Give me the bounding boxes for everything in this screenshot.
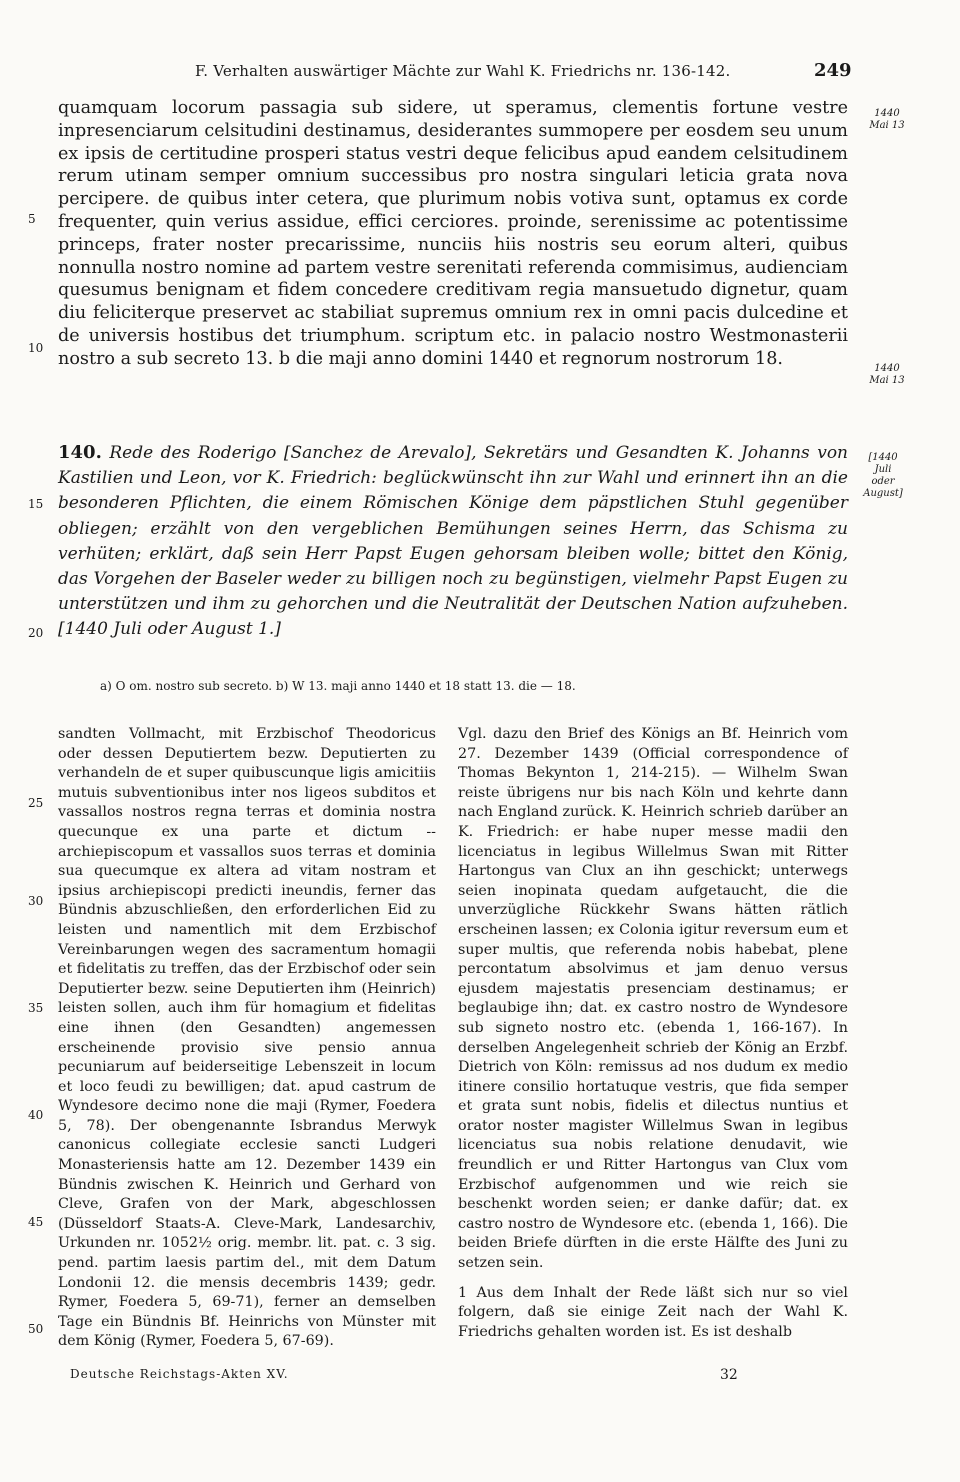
- sheet-number: 32: [720, 1367, 738, 1383]
- entry-summary: Rede des Roderigo [Sanchez de Arevalo], Sekretärs und Gesandten K. Johanns von Kastilien und Leon, vor K. Friedrich: beglückwünscht ihn zur Wahl und erinnert ihn an die besonderen Pflichten, die einem Römischen Könige dem päpstlichen Stuhl gegenüber obliegen; erzählt von den vergeblichen Bemühungen seines Herrn, das Schisma zu verhüten; erklärt, daß sein Herr Papst Eugen gehorsam bleiben wolle; bittet den König, das Vorgehen der Baseler weder zu billigen noch zu begünstigen, vielmehr Papst Eugen zu unterstützen und ihm zu gehorchen und die Neutralität der Deutschen Nation aufzuheben.: [58, 443, 849, 615]
- entry-number: 140.: [58, 442, 102, 463]
- margin-date-2: 1440 Mai 13: [869, 363, 905, 386]
- line-number-35: 35: [28, 1001, 44, 1015]
- page-number: 249: [814, 60, 852, 81]
- line-number-15: 15: [28, 497, 44, 511]
- footnote-1: 1 Aus dem Inhalt der Rede läßt sich nur so viel folgern, daß sie einige Zeit nach der Wahl K. Friedrichs gehalten worden ist. Es ist deshalb: [458, 1284, 848, 1340]
- running-title: F. Verhalten auswärtiger Mächte zur Wahl K. Friedrichs nr. 136-142.: [195, 62, 731, 80]
- line-number-40: 40: [28, 1108, 44, 1122]
- line-number-10: 10: [28, 341, 44, 355]
- line-number-30: 30: [28, 894, 44, 908]
- entry-140: [58, 440, 848, 643]
- main-text: quamquam locorum passagia sub sidere, ut speramus, clementis fortune vestre inpresenciarum celsitudini destinamus, desiderantes summopere per eosdem seu unum ex ipsis de certitudine prosperi status vestri deque felicibus apud eandem celsitudinem rerum utinam semper omnium successibus pro nostra singulari leticia grata nova percipere. de quibus inter cetera, que plurimum nobis votiva sunt, optamus ex corde frequenter, quin verius assidue, effici cerciores. proinde, serenissime ac potentissime princeps, frater noster precarissime, nunciis hiis nostris seu eorum alteri, quibus nonnulla nostro nomine ad partem vestre serenitati referenda commisimus, audienciam quesumus benignam et fidem concedere creditivam regia mansuetudo dignetur, quam diu feliciterque preservet ac stabiliat supremus omnium rex in omni pacis dulcedine et de universis hostibus det triumphum. scriptum etc. in palacio nostro Westmonasterii nostro a sub secreto 13. b die maji anno domini 1440 et regnorum nostrorum 18.: [58, 98, 848, 369]
- line-number-45: 45: [28, 1215, 44, 1229]
- right-column-notes: Vgl. dazu den Brief des Königs an Bf. Heinrich vom 27. Dezember 1439 (Official correspondence of Thomas Bekynton 1, 214-215). — Wilhelm Swan reiste übrigens nur bis nach Köln und kehrte dann nach England zurück. K. Heinrich schrieb darüber an K. Friedrich: er habe nuper messe madii den licenciatus in legibus Willelmus Swan mit Ritter Hartongus van Clux an ihn geschickt; unterwegs seien inopinata quedam aufgetaucht, die die unverzügliche Rückkehr Swans hätten rätlich erscheinen lassen; ex Colonia igitur reversum eum et super multis, que referenda nobis habebat, plene percontatum absolvimus et jam denuo versus ejusdem majestatis presenciam destinamus; er beglaubige ihn; dat. ex castro nostro de Wyndesore sub signeto nostro etc. (ebenda 1, 166-167). In derselben Angelegenheit schrieb der König an Erzbf. Dietrich von Köln: remissus ad nos dudum ex medio itinere consilio hortatuque vestris, que fida semper et grata sunt nobis, fidelis et dilectus nuntius et orator noster magister Willelmus Swan in legibus licenciatus sua nobis relatione denudavit, wie freundlich er und Ritter Hartongus van Clux vom Erzbischof aufgenommen und wie reich sie beschenkt worden seien; er danke dafür; dat. ex castro nostro de Wyndesore etc. (ebenda 1, 166). Die beiden Briefe dürften in die erste Hälfte des Juni zu setzen sein.: [458, 726, 848, 1272]
- line-number-20: 20: [28, 626, 44, 640]
- series-signature: Deutsche Reichstags-Akten XV.: [70, 1367, 289, 1381]
- right-column: [458, 725, 848, 1342]
- critical-footnotes: a) O om. nostro sub secreto. b) W 13. maji anno 1440 et 18 statt 13. die — 18.: [100, 679, 576, 693]
- entry-date: [1440 Juli oder August 1.]: [58, 619, 281, 640]
- left-column-notes: sandten Vollmacht, mit Erzbischof Theodoricus oder dessen Deputiertem bezw. Deputierten zu verhandeln de et super quibuscunque ligis amicitiis mutuis subventionibus inter nos ligeos subditos et vassallos nostros regna terras et dominia nostra quecunque ex una parte et dictum -- archiepiscopum et vassallos suos terras et dominia sua quecumque ex altera ad vitam nostram et ipsius archiepiscopi predicti ineundis, ferner das Bündnis abzuschließen, den erforderlichen Eid zu leisten und namentlich mit dem Erzbischof Vereinbarungen wegen des sacramentum homagii et fidelitatis zu treffen, das der Erzbischof oder sein Deputierter bezw. seine Deputierten ihm (Heinrich) leisten sollen, auch ihm für homagium et fidelitas eine ihnen (den Gesandten) angemessen erscheinende provisio sive pensio annua pecuniarum auf beiderseitige Lebenszeit in locum et loco feudi zu bewilligen; dat. apud castrum de Wyndesore decimo none die maji (Rymer, Foedera 5, 78). Der obengenannte Isbrandus Merwyk canonicus collegiate ecclesie sancti Ludgeri Monasteriensis hatte am 12. Dezember 1439 ein Bündnis zwischen K. Heinrich und Gerhard von Cleve, Grafen von der Mark, abgeschlossen (Düsseldorf Staats-A. Cleve-Mark, Landesarchiv, Urkunden nr. 1052½ orig. membr. lit. pat. c. 3 sig. pend. partim laesis partim del., mit dem Datum Londonii 12. die mensis decembris 1439; gedr. Rymer, Foedera 5, 69-71), ferner an demselben Tage ein Bündnis Bf. Heinrichs von Münster mit dem König (Rymer, Foedera 5, 67-69).: [58, 726, 437, 1350]
- line-number-50: 50: [28, 1322, 44, 1336]
- line-number-25: 25: [28, 796, 44, 810]
- line-number-5: 5: [28, 212, 36, 226]
- margin-date-3: [1440 Juli oder August]: [863, 452, 903, 499]
- margin-date-1: 1440 Mai 13: [869, 108, 905, 131]
